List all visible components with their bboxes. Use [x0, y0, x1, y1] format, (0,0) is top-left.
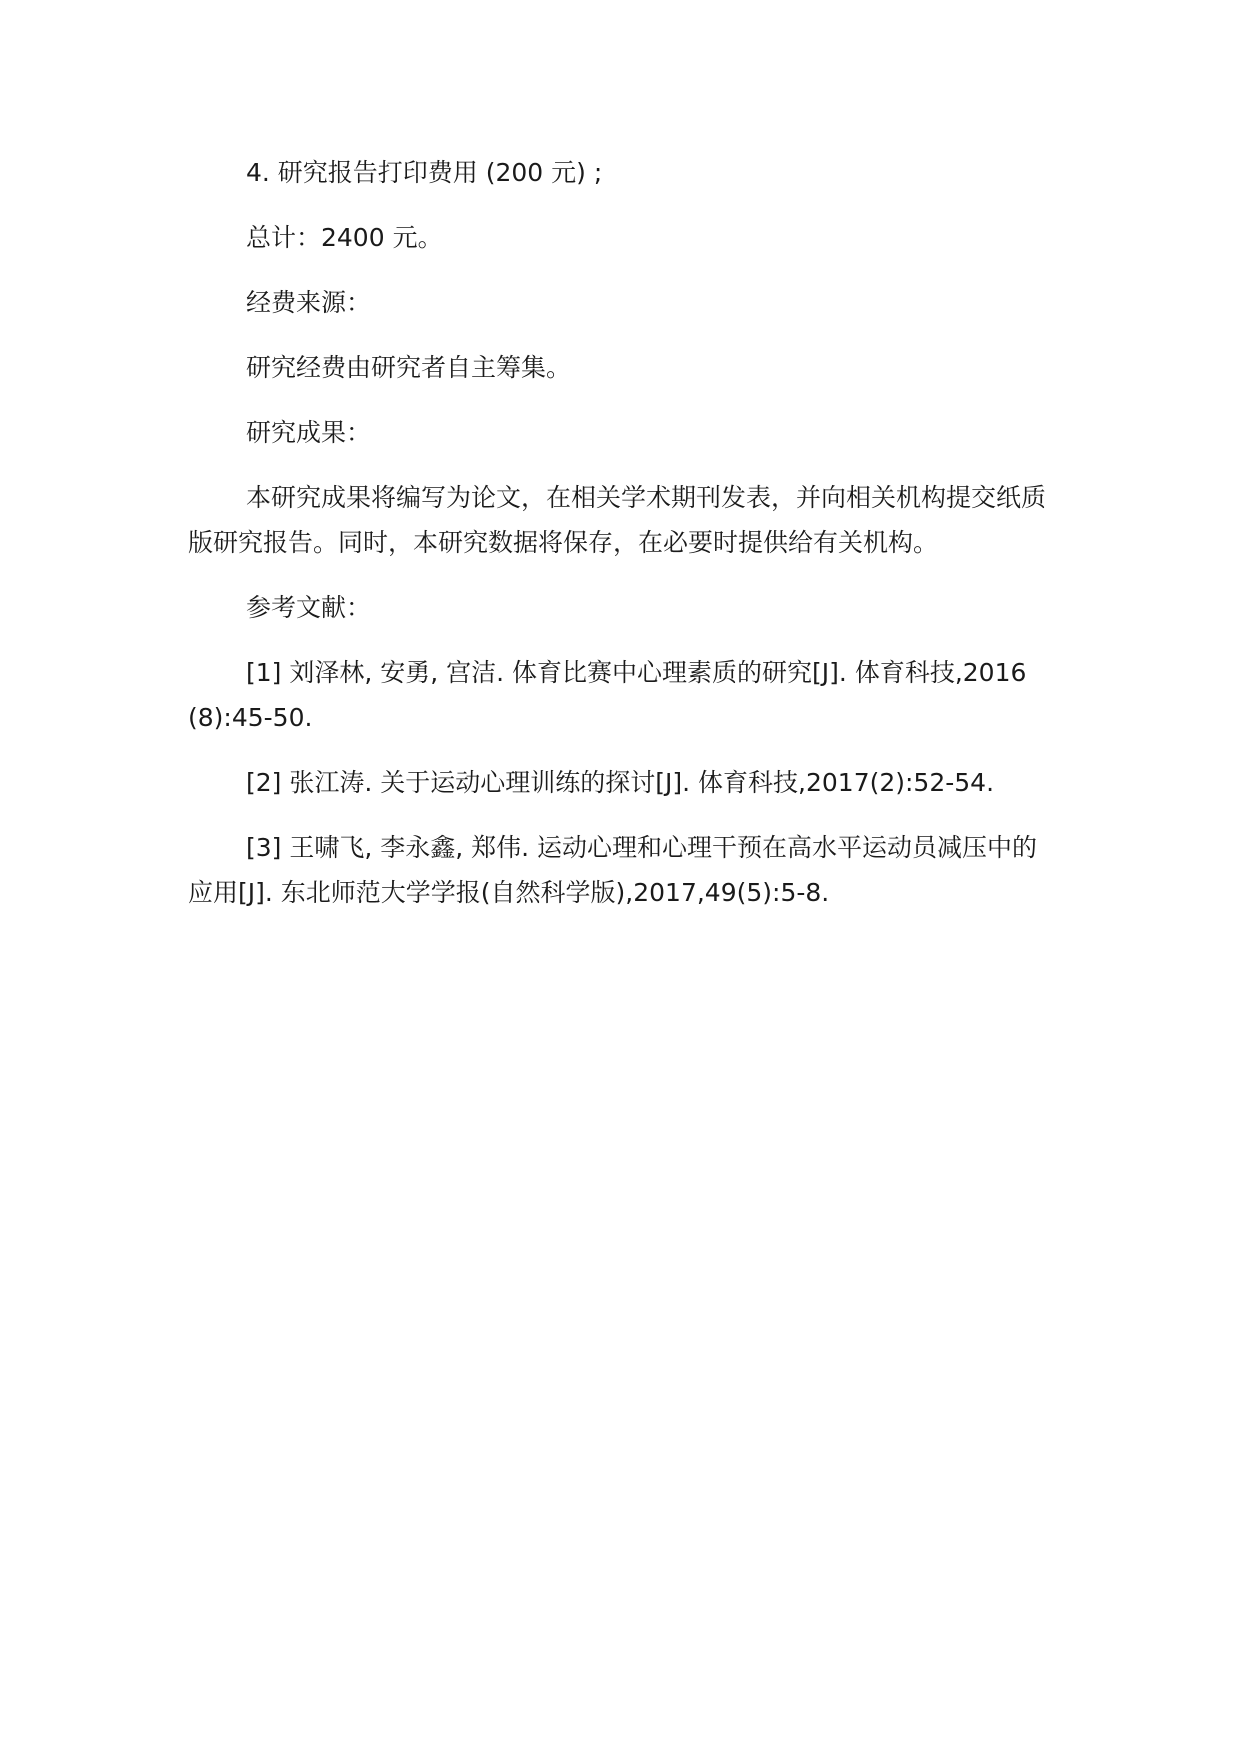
reference-item-2: [2] 张江涛. 关于运动心理训练的探讨[J]. 体育科技,2017(2):52-54.: [246, 768, 995, 797]
funding-source-heading: 经费来源：: [246, 288, 372, 317]
document-body: [188, 150, 1053, 935]
funding-source-text: 研究经费由研究者自主筹集。: [246, 353, 572, 382]
reference-item-3: [3] 王啸飞, 李永鑫, 郑伟. 运动心理和心理干预在高水平运动员减压中的应用[J]. 东北师范大学学报(自然科学版),2017,49(5):5-8.: [188, 833, 1038, 907]
budget-item-printing: 4. 研究报告打印费用 (200 元) ;: [246, 158, 603, 187]
research-outcomes-heading: 研究成果：: [246, 418, 372, 447]
reference-item-1: [1] 刘泽林, 安勇, 宫洁. 体育比赛中心理素质的研究[J]. 体育科技,2016(8):45-50.: [188, 658, 1027, 732]
budget-total: 总计：2400 元。: [246, 223, 443, 252]
research-outcomes-text: 本研究成果将编写为论文，在相关学术期刊发表，并向相关机构提交纸质版研究报告。同时，本研究数据将保存，在必要时提供给有关机构。: [188, 483, 1047, 557]
references-heading: 参考文献：: [246, 593, 372, 622]
